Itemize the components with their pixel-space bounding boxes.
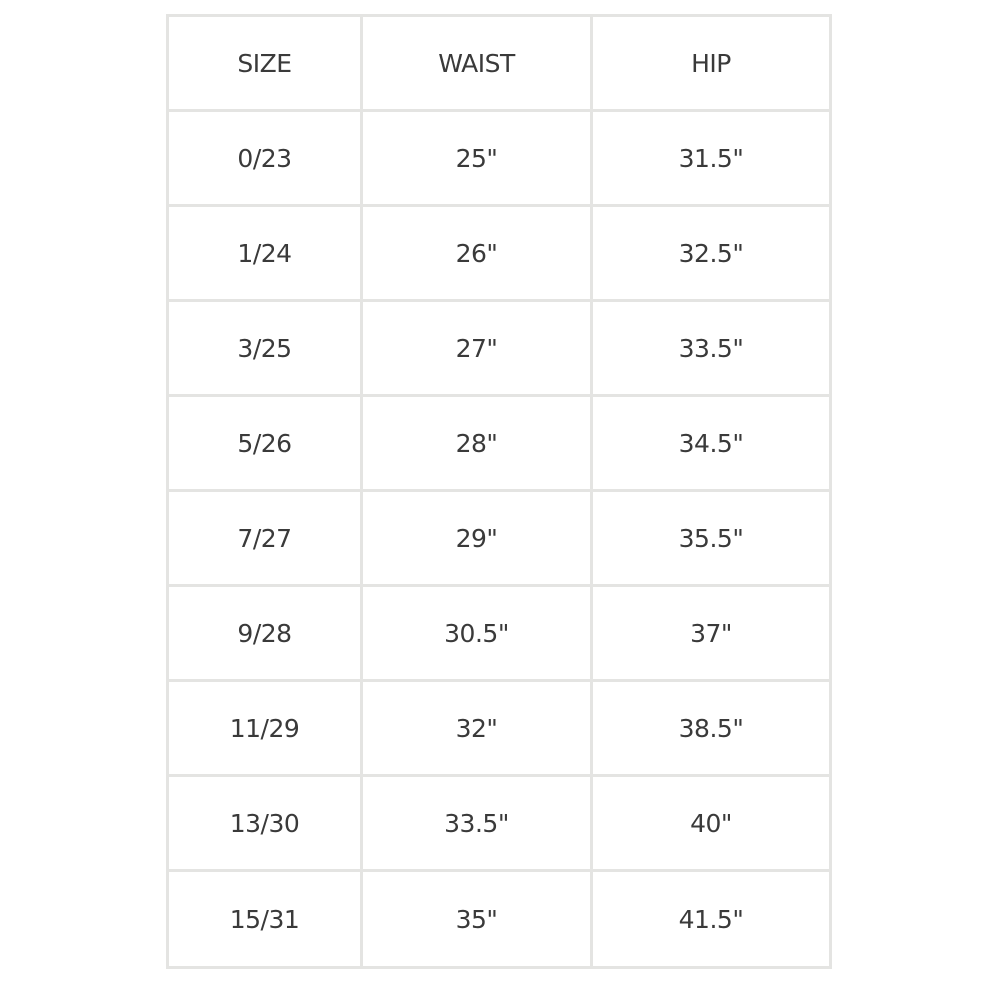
hip-cell: 37" — [592, 586, 831, 681]
header-row — [168, 16, 831, 111]
header-size: SIZE — [168, 16, 362, 111]
hip-cell: 31.5" — [592, 111, 831, 206]
size-cell: 3/25 — [168, 301, 362, 396]
table-row — [168, 776, 831, 871]
waist-cell: 29" — [362, 491, 592, 586]
table-row — [168, 396, 831, 491]
waist-cell: 33.5" — [362, 776, 592, 871]
waist-cell: 30.5" — [362, 586, 592, 681]
size-chart-table — [166, 14, 832, 969]
waist-cell: 35" — [362, 871, 592, 968]
header-hip: HIP — [592, 16, 831, 111]
table-row — [168, 206, 831, 301]
waist-cell: 26" — [362, 206, 592, 301]
hip-cell: 35.5" — [592, 491, 831, 586]
table-row — [168, 681, 831, 776]
table-row — [168, 871, 831, 968]
hip-cell: 40" — [592, 776, 831, 871]
size-cell: 7/27 — [168, 491, 362, 586]
waist-cell: 32" — [362, 681, 592, 776]
header-waist: WAIST — [362, 16, 592, 111]
table-row — [168, 491, 831, 586]
hip-cell: 34.5" — [592, 396, 831, 491]
table-row — [168, 301, 831, 396]
size-cell: 11/29 — [168, 681, 362, 776]
size-cell: 15/31 — [168, 871, 362, 968]
size-cell: 5/26 — [168, 396, 362, 491]
size-cell: 9/28 — [168, 586, 362, 681]
waist-cell: 28" — [362, 396, 592, 491]
hip-cell: 41.5" — [592, 871, 831, 968]
hip-cell: 38.5" — [592, 681, 831, 776]
table-row — [168, 111, 831, 206]
table-row — [168, 586, 831, 681]
size-cell: 1/24 — [168, 206, 362, 301]
waist-cell: 25" — [362, 111, 592, 206]
size-cell: 13/30 — [168, 776, 362, 871]
size-cell: 0/23 — [168, 111, 362, 206]
hip-cell: 33.5" — [592, 301, 831, 396]
hip-cell: 32.5" — [592, 206, 831, 301]
waist-cell: 27" — [362, 301, 592, 396]
